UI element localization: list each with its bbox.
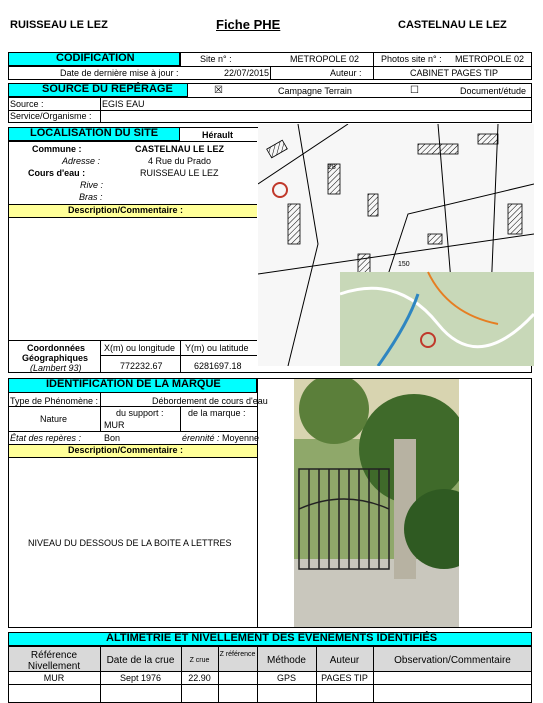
etat-label: État des repères : xyxy=(10,433,82,443)
codification-title: CODIFICATION xyxy=(56,52,135,64)
col-observation: Observation/Commentaire xyxy=(394,655,511,666)
photos-value: METROPOLE 02 xyxy=(455,54,525,64)
cours-label: Cours d'eau : xyxy=(28,168,86,178)
river-name: RUISSEAU LE LEZ xyxy=(10,19,108,31)
cell-reference: MUR xyxy=(43,673,65,683)
marque-nature-label: de la marque : xyxy=(188,408,246,418)
marque-desc-title: Description/Commentaire : xyxy=(68,445,184,455)
auteur-label: Auteur : xyxy=(330,68,362,78)
adresse-value: 4 Rue du Prado xyxy=(148,156,212,166)
coord-label-2: Géographiques xyxy=(22,353,89,363)
type-value: Débordement de cours d'eau xyxy=(152,396,268,406)
marque-title: IDENTIFICATION DE LA MARQUE xyxy=(46,378,221,390)
source-value: EGIS EAU xyxy=(102,99,145,109)
service-label: Service/Organisme : xyxy=(10,111,92,121)
coord-label-1: Coordonnées xyxy=(27,343,86,353)
region-value: Hérault xyxy=(202,130,234,140)
date-label: Date de dernière mise à jour : xyxy=(60,68,179,78)
etat-value: Bon xyxy=(104,433,121,443)
loc-desc-title: Description/Commentaire : xyxy=(68,205,184,215)
marque-desc-text: NIVEAU DU DESSOUS DE LA BOITE A LETTRES xyxy=(28,538,232,548)
map-label-150: 150 xyxy=(398,261,410,268)
rive-label: Rive : xyxy=(80,180,104,190)
perennite-label: érennité : xyxy=(182,433,220,443)
x-label: X(m) ou longitude xyxy=(104,343,176,353)
support-label: du support : xyxy=(116,408,164,418)
col-zcrue: Z crue xyxy=(189,657,210,664)
coord-label-3: (Lambert 93) xyxy=(30,363,82,373)
document-checkbox[interactable]: ☐ xyxy=(410,85,419,96)
support-value: MUR xyxy=(104,420,125,430)
bras-label: Bras : xyxy=(79,192,103,202)
type-label: Type de Phénomène : xyxy=(10,396,99,406)
photos-label: Photos site n° : xyxy=(381,54,442,64)
document-label: Document/étude xyxy=(460,86,527,96)
map-label-28: 28 xyxy=(328,164,336,171)
localisation-title: LOCALISATION DU SITE xyxy=(30,127,159,139)
site-photo xyxy=(294,379,459,627)
perennite-value: Moyenne xyxy=(222,433,260,443)
campagne-label: Campagne Terrain xyxy=(278,86,352,96)
commune-value: CASTELNAU LE LEZ xyxy=(135,144,224,154)
col-zref: Z référence xyxy=(219,651,256,658)
campagne-checkbox[interactable]: ☒ xyxy=(214,85,223,96)
col-auteur: Auteur xyxy=(329,655,360,666)
cours-value: RUISSEAU LE LEZ xyxy=(140,168,219,178)
cell-zcrue: 22.90 xyxy=(188,673,211,683)
page-title: Fiche PHE xyxy=(216,17,281,32)
col-date: Date de la crue xyxy=(106,655,175,666)
y-value: 6281697.18 xyxy=(194,361,242,371)
nature-label: Nature xyxy=(40,414,68,424)
cadastre-map xyxy=(258,124,534,366)
source-label: Source : xyxy=(10,99,44,109)
cell-date: Sept 1976 xyxy=(119,673,162,683)
date-value: 22/07/2015 xyxy=(224,68,270,78)
site-value: METROPOLE 02 xyxy=(290,54,360,64)
source-title: SOURCE DU REPÉRAGE xyxy=(42,83,173,95)
site-label: Site n° : xyxy=(200,54,232,64)
cell-methode: GPS xyxy=(276,673,296,683)
cell-auteur: PAGES TIP xyxy=(321,673,368,683)
x-value: 772232.67 xyxy=(120,361,163,371)
adresse-label: Adresse : xyxy=(62,156,101,166)
commune-name: CASTELNAU LE LEZ xyxy=(398,19,507,31)
col-reference: Référence Nivellement xyxy=(27,650,81,672)
col-methode: Méthode xyxy=(267,655,306,666)
y-label: Y(m) ou latitude xyxy=(185,343,249,353)
commune-label: Commune : xyxy=(32,144,82,154)
auteur-value: CABINET PAGES TIP xyxy=(410,68,499,78)
altimetrie-title: ALTIMETRIE ET NIVELLEMENT DES EVENEMENTS IDENTIFIÉS xyxy=(106,632,438,644)
